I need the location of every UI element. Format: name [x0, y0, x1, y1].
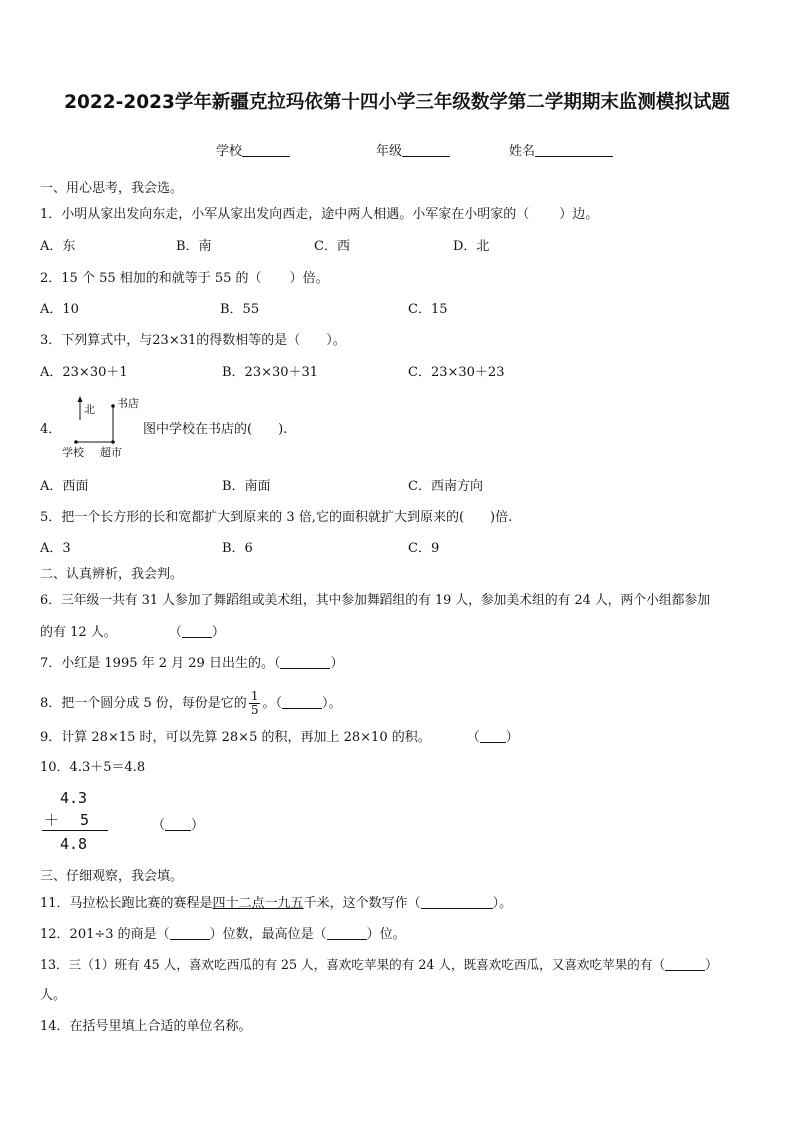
- q1-text-end: ）边。: [559, 207, 599, 222]
- q12-blank-digits[interactable]: [170, 925, 210, 940]
- q10-vertical-mid: 5: [80, 811, 90, 829]
- question-11: 11．马拉松长跑比赛的赛程是四十二点一九五千米，这个数写作（ ）。: [40, 896, 513, 911]
- q8-text: 8．把一个圆分成 5 份，每份是它的: [40, 696, 247, 711]
- grade-field: [376, 140, 450, 159]
- map-school-label: 学校: [62, 446, 84, 459]
- q10-vertical-result: 4.8: [60, 835, 88, 853]
- question-13-line1: 13．三（1）班有 45 人，喜欢吃西瓜的有 25 人，喜欢吃苹果的有 24 人，既喜欢吃西瓜，又喜欢吃苹果的有（ ）: [40, 957, 718, 972]
- q3-option-c[interactable]: C．23×30＋23: [408, 365, 505, 380]
- question-2: [40, 270, 329, 288]
- q4-text: 图中学校在书店的( ).: [143, 422, 288, 437]
- q12-text: 12．201÷3 的商是（: [40, 927, 170, 942]
- q10-vertical-top: 4.3: [60, 789, 88, 807]
- page-title: 2022-2023学年新疆克拉玛依第十四小学三年级数学第二学期期末监测模拟试题: [64, 92, 730, 113]
- q12-blank-highest-place[interactable]: [327, 925, 367, 940]
- question-8: 8．把一个圆分成 5 份，每份是它的 $\frac{1}{5}$ 。（ ）。: [40, 689, 342, 717]
- q4-number: 4．: [40, 422, 62, 437]
- q4-option-c[interactable]: C．西南方向: [408, 479, 483, 494]
- school-field: [216, 140, 290, 159]
- q11-answer-blank[interactable]: [421, 894, 493, 909]
- question-10: 10．4.3＋5＝4.8: [40, 760, 146, 775]
- q1-option-a[interactable]: A．东: [40, 239, 76, 254]
- q1-option-d[interactable]: D．北: [453, 239, 490, 254]
- q11-underlined-number: 四十二点一九五: [212, 896, 304, 911]
- name-field: [509, 140, 613, 159]
- name-blank[interactable]: [535, 142, 613, 157]
- question-6-line1: 6．三年级一共有 31 人参加了舞蹈组或美术组，其中参加舞蹈组的有 19 人，参加美术组的有 24 人，两个小组都参加: [40, 593, 711, 608]
- question-5: 5．把一个长方形的长和宽都扩大到原来的 3 倍,它的面积就扩大到原来的( )倍.: [40, 510, 513, 525]
- question-3: 3．下列算式中，与23×31的得数相等的是（ ）。: [40, 333, 346, 348]
- question-7: 7．小红是 1995 年 2 月 29 日出生的。（ ）: [40, 656, 344, 671]
- q3-option-a[interactable]: A．23×30＋1: [40, 365, 128, 380]
- question-9: 9．计算 28×15 时，可以先算 28×5 的积，再加上 28×10 的积。 （ ）: [40, 730, 519, 745]
- q11-text: 11．马拉松长跑比赛的赛程是: [40, 896, 213, 911]
- q7-answer-blank[interactable]: [280, 654, 330, 669]
- q9-answer-blank[interactable]: [480, 728, 506, 743]
- q4-option-a[interactable]: A．西面: [40, 479, 89, 494]
- section-3-heading: 三、仔细观察，我会填。: [40, 869, 184, 884]
- q1-text: 1．小明从家出发向东走，小军从家出发向西走，途中两人相遇。小军家在小明家的（: [40, 207, 530, 222]
- q7-text: 7．小红是 1995 年 2 月 29 日出生的。（: [40, 656, 281, 671]
- q6-answer-blank[interactable]: [182, 623, 212, 638]
- q10-answer-blank[interactable]: [165, 816, 191, 831]
- name-label: 姓名: [509, 144, 536, 159]
- q5-option-a[interactable]: A．3: [40, 541, 71, 556]
- q1-option-b[interactable]: B．南: [176, 239, 212, 254]
- question-6-line2: 的有 12 人。 （ ）: [40, 625, 225, 640]
- q8-answer-blank[interactable]: [282, 694, 322, 709]
- question-14: 14．在括号里填上合适的单位名称。: [40, 1019, 252, 1034]
- q13-answer-blank[interactable]: [665, 956, 705, 971]
- q13-text: 13．三（1）班有 45 人，喜欢吃西瓜的有 25 人，喜欢吃苹果的有 24 人，既喜欢吃西瓜，又喜欢吃苹果的有（: [40, 957, 666, 972]
- map-bookstore-label: 书店: [117, 397, 139, 410]
- q1-option-c[interactable]: C．西: [314, 239, 350, 254]
- question-13-line2: 人。: [40, 988, 67, 1003]
- school-label: 学校: [216, 144, 243, 159]
- q6-text: 的有 12 人。: [40, 625, 117, 640]
- q2-text-end: ）倍。: [289, 271, 329, 286]
- map-north-label: 北: [84, 403, 95, 416]
- q3-option-b[interactable]: B．23×30＋31: [222, 365, 319, 380]
- section-2-heading: 二、认真辨析，我会判。: [40, 567, 184, 582]
- section-1-heading: 一、用心思考，我会选。: [40, 181, 184, 196]
- question-1: [40, 206, 598, 224]
- q2-option-a[interactable]: A．10: [40, 302, 79, 317]
- q10-answer: （ ）: [152, 818, 205, 833]
- question-12: 12．201÷3 的商是（ ）位数，最高位是（ ）位。: [40, 927, 406, 942]
- q4-option-b[interactable]: B．南面: [222, 479, 271, 494]
- q8-fraction: $\frac{1}{5}$: [250, 689, 259, 717]
- north-arrowhead-icon: [78, 396, 83, 402]
- map-supermarket-label: 超市: [100, 446, 122, 459]
- grade-blank[interactable]: [402, 142, 450, 157]
- grade-label: 年级: [376, 144, 403, 159]
- q2-option-c[interactable]: C．15: [408, 302, 448, 317]
- q9-text: 9．计算 28×15 时，可以先算 28×5 的积，再加上 28×10 的积。: [40, 730, 431, 745]
- q5-option-b[interactable]: B．6: [222, 541, 253, 556]
- q10-vertical-rule: [42, 830, 108, 831]
- q2-option-b[interactable]: B．55: [220, 302, 260, 317]
- q10-vertical-op: ＋: [44, 811, 60, 829]
- q2-text: 2．15 个 55 相加的和就等于 55 的（: [40, 271, 262, 286]
- school-blank[interactable]: [242, 142, 290, 157]
- q5-option-c[interactable]: C．9: [408, 541, 440, 556]
- bookstore-point-icon: [111, 404, 115, 408]
